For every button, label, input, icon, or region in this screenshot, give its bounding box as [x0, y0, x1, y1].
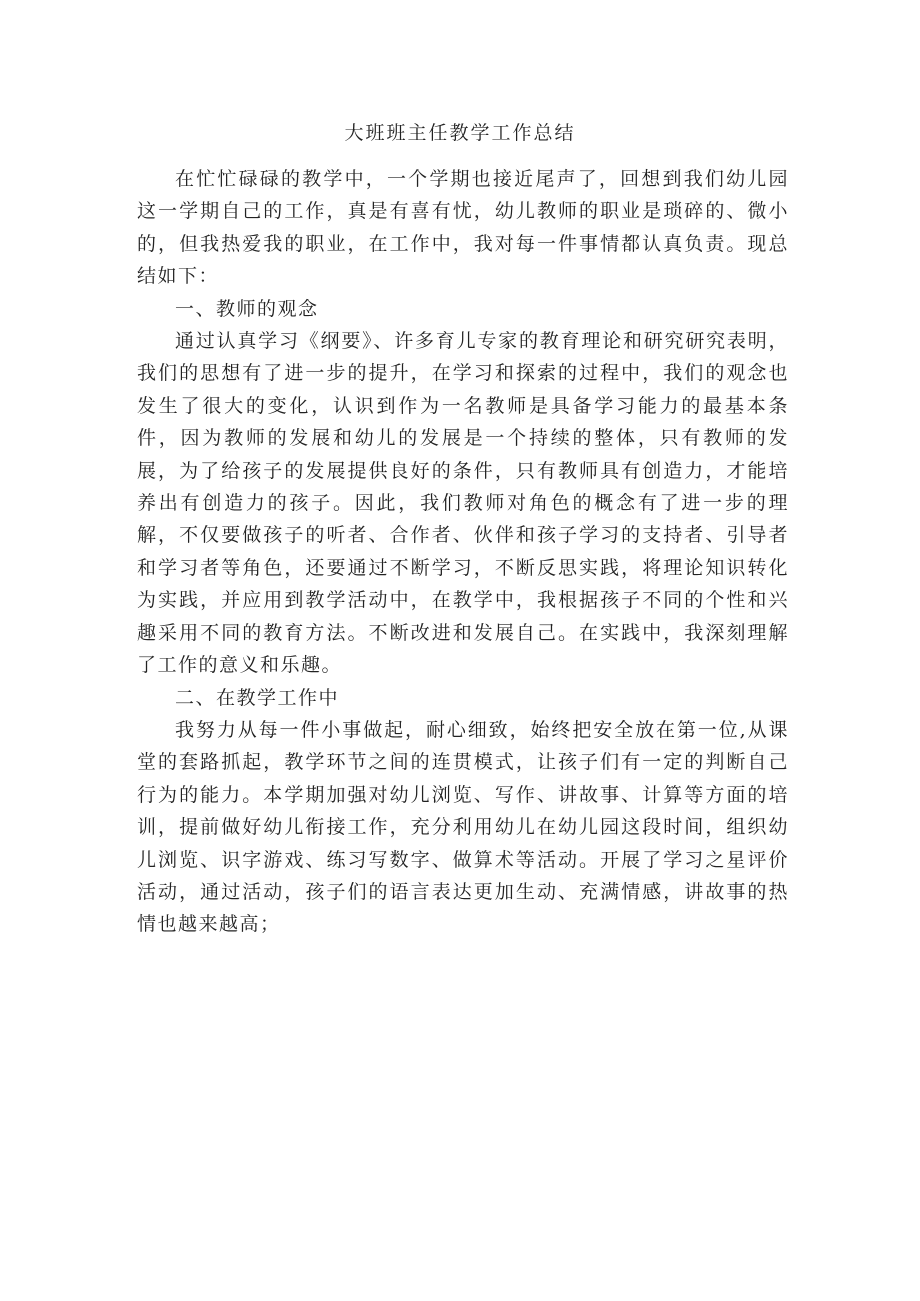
paragraph-intro: 在忙忙碌碌的教学中，一个学期也接近尾声了，回想到我们幼儿园这一学期自己的工作，真是有喜有忧，幼儿教师的职业是琐碎的、微小的，但我热爱我的职业，在工作中，我对每一件事情都认真负责。现总结如下：	[137, 168, 789, 288]
paragraph-teacher-concept: 通过认真学习《纲要》、许多育儿专家的教育理论和研究研究表明，我们的思想有了进一步的提升，在学习和探索的过程中，我们的观念也发生了很大的变化，认识到作为一名教师是具备学习能力的最基本条件，因为教师的发展和幼儿的发展是一个持续的整体，只有教师的发展，为了给孩子的发展提供良好的条件，只有教师具有创造力，才能培养出有创造力的孩子。因此，我们教师对角色的概念有了进一步的理解，不仅要做孩子的听者、合作者、伙伴和孩子学习的支持者、引导者和学习者等角色，还要通过不断学习，不断反思实践，将理论知识转化为实践，并应用到教学活动中，在教学中，我根据孩子不同的个性和兴趣采用不同的教育方法。不断改进和发展自己。在实践中，我深刻理解了工作的意义和乐趣。	[137, 330, 789, 677]
document-body	[137, 163, 789, 941]
document-title: 大班班主任教学工作总结	[344, 122, 576, 144]
section-heading-teaching-work: 二、在教学工作中	[175, 686, 340, 709]
paragraph-teaching-work: 我努力从每一件小事做起，耐心细致，始终把安全放在第一位,从课堂的套路抓起，教学环节之间的连贯模式，让孩子们有一定的判断自己行为的能力。本学期加强对幼儿浏览、写作、讲故事、计算等方面的培训，提前做好幼儿衔接工作，充分利用幼儿在幼儿园这段时间，组织幼儿浏览、识字游戏、练习写数字、做算术等活动。开展了学习之星评价活动，通过活动，孩子们的语言表达更加生动、充满情感，讲故事的热情也越来越高；	[137, 718, 789, 936]
section-heading-teacher-concept: 一、教师的观念	[175, 297, 319, 320]
